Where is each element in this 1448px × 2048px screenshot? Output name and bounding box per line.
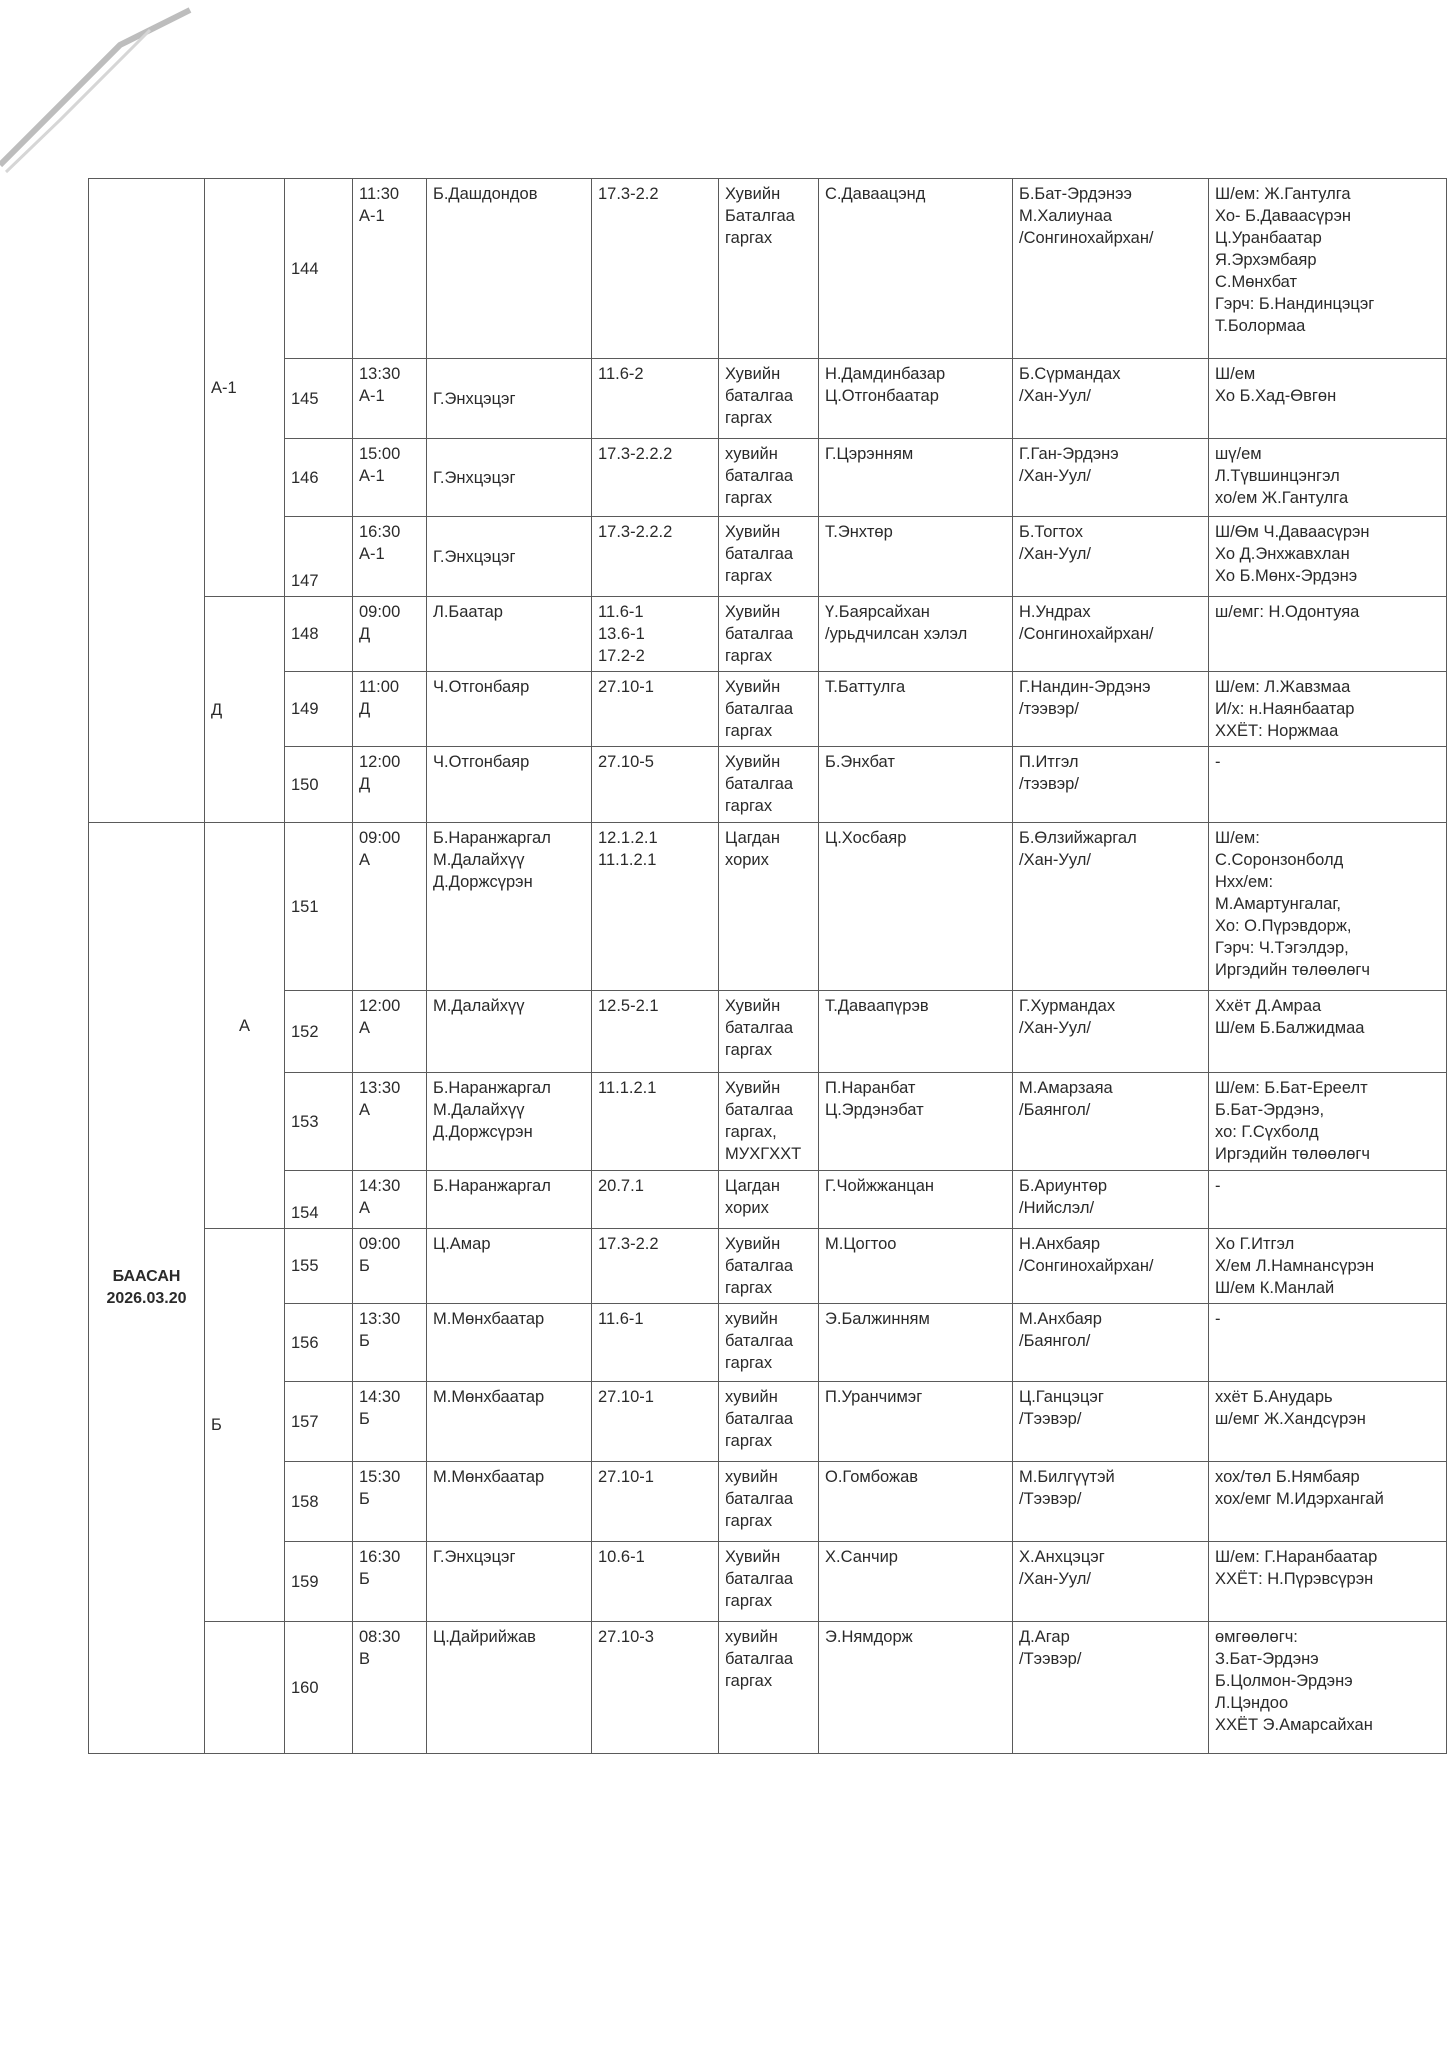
hearing-type: хувийн баталгаа гаргах (719, 1304, 819, 1382)
prosecutor-name: Т.Энхтөр (819, 517, 1013, 597)
participants: шү/ем Л.Түвшинцэнгэл хо/ем Ж.Гантулга (1209, 439, 1447, 517)
table-row (89, 439, 1447, 517)
participants: ххёт Б.Анударь ш/емг Ж.Хандсүрэн (1209, 1382, 1447, 1462)
row-number: 151 (285, 823, 353, 991)
article-number: 11.6-1 (592, 1304, 719, 1382)
article-number: 27.10-3 (592, 1622, 719, 1754)
table-row (89, 1073, 1447, 1171)
court-district: П.Итгэл /тээвэр/ (1013, 747, 1209, 823)
group-v (205, 1622, 285, 1754)
participants: - (1209, 1171, 1447, 1229)
hearing-time: 14:30 А (353, 1171, 427, 1229)
judge-name: М.Мөнхбаатар (427, 1382, 592, 1462)
judge-name: Б.Наранжаргал (427, 1171, 592, 1229)
prosecutor-name: Э.Балжинням (819, 1304, 1013, 1382)
row-number: 152 (285, 991, 353, 1073)
group-d: Д (205, 597, 285, 823)
row-number: 155 (285, 1229, 353, 1304)
row-number: 144 (285, 179, 353, 359)
table-row (89, 1229, 1447, 1304)
prosecutor-name: С.Даваацэнд (819, 179, 1013, 359)
table-row (89, 359, 1447, 439)
participants: Ш/ем: Ж.Гантулга Хо- Б.Даваасүрэн Ц.Уранбаатар Я.Эрхэмбаяр С.Мөнхбат Гэрч: Б.Нандинцэцэг Т.Болормаа (1209, 179, 1447, 359)
hearing-time: 13:30 А-1 (353, 359, 427, 439)
court-district: Ц.Ганцэцэг /Тээвэр/ (1013, 1382, 1209, 1462)
prosecutor-name: Г.Цэрэнням (819, 439, 1013, 517)
court-district: Б.Бат-Эрдэнээ М.Халиунаа /Сонгинохайрхан/ (1013, 179, 1209, 359)
court-district: Н.Анхбаяр /Сонгинохайрхан/ (1013, 1229, 1209, 1304)
hearing-time: 09:00 Б (353, 1229, 427, 1304)
hearing-type: Хувийн баталгаа гаргах (719, 991, 819, 1073)
scan-edge-mark (0, 0, 220, 200)
table-row (89, 672, 1447, 747)
hearing-time: 15:00 А-1 (353, 439, 427, 517)
hearing-time: 08:30 В (353, 1622, 427, 1754)
judge-name: Г.Энхцэцэг (427, 439, 592, 517)
table-row (89, 1382, 1447, 1462)
article-number: 20.7.1 (592, 1171, 719, 1229)
article-number: 11.1.2.1 (592, 1073, 719, 1171)
hearing-time: 16:30 Б (353, 1542, 427, 1622)
article-number: 17.3-2.2 (592, 179, 719, 359)
row-number: 156 (285, 1304, 353, 1382)
row-number: 146 (285, 439, 353, 517)
court-district: Г.Нандин-Эрдэнэ /тээвэр/ (1013, 672, 1209, 747)
judge-name: Б.Наранжаргал М.Далайхүү Д.Доржсүрэн (427, 1073, 592, 1171)
hearing-time: 14:30 Б (353, 1382, 427, 1462)
court-district: Г.Хурмандах /Хан-Уул/ (1013, 991, 1209, 1073)
participants: Хо Г.Итгэл Х/ем Л.Намнансүрэн Ш/ем К.Манлай (1209, 1229, 1447, 1304)
judge-name: Г.Энхцэцэг (427, 517, 592, 597)
prosecutor-name: Т.Баттулга (819, 672, 1013, 747)
prosecutor-name: П.Уранчимэг (819, 1382, 1013, 1462)
judge-name: Ц.Дайрийжав (427, 1622, 592, 1754)
participants: - (1209, 1304, 1447, 1382)
hearing-type: Хувийн баталгаа гаргах (719, 672, 819, 747)
hearing-time: 11:30 А-1 (353, 179, 427, 359)
table-row (89, 991, 1447, 1073)
judge-name: Ц.Амар (427, 1229, 592, 1304)
judge-name: М.Мөнхбаатар (427, 1462, 592, 1542)
judge-name: Г.Энхцэцэг (427, 359, 592, 439)
prosecutor-name: Ц.Хосбаяр (819, 823, 1013, 991)
participants: Ш/ем: Г.Наранбаатар ХХЁТ: Н.Пүрэвсүрэн (1209, 1542, 1447, 1622)
article-number: 11.6-1 13.6-1 17.2-2 (592, 597, 719, 672)
table-row (89, 823, 1447, 991)
table-row (89, 1622, 1447, 1754)
hearing-type: Хувийн баталгаа гаргах (719, 747, 819, 823)
participants: Ш/Өм Ч.Даваасүрэн Хо Д.Энхжавхлан Хо Б.Мөнх-Эрдэнэ (1209, 517, 1447, 597)
hearing-type: хувийн баталгаа гаргах (719, 1462, 819, 1542)
participants: Ш/ем Хо Б.Хад-Өвгөн (1209, 359, 1447, 439)
prosecutor-name: М.Цогтоо (819, 1229, 1013, 1304)
judge-name: М.Далайхүү (427, 991, 592, 1073)
row-number: 147 (285, 517, 353, 597)
row-number: 148 (285, 597, 353, 672)
prosecutor-name: Б.Энхбат (819, 747, 1013, 823)
hearing-type: Хувийн баталгаа гаргах (719, 359, 819, 439)
row-number: 153 (285, 1073, 353, 1171)
table-row (89, 747, 1447, 823)
row-number: 160 (285, 1622, 353, 1754)
article-number: 17.3-2.2 (592, 1229, 719, 1304)
hearing-time: 15:30 Б (353, 1462, 427, 1542)
court-district: Г.Ган-Эрдэнэ /Хан-Уул/ (1013, 439, 1209, 517)
article-number: 27.10-1 (592, 1382, 719, 1462)
participants: Ш/ем: Л.Жавзмаа И/х: н.Наянбаатар ХХЁТ: Норжмаа (1209, 672, 1447, 747)
day-cell-previous (89, 179, 205, 823)
row-number: 157 (285, 1382, 353, 1462)
article-number: 10.6-1 (592, 1542, 719, 1622)
article-number: 17.3-2.2.2 (592, 439, 719, 517)
article-number: 12.1.2.1 11.1.2.1 (592, 823, 719, 991)
prosecutor-name: Ү.Баярсайхан /урьдчилсан хэлэл (819, 597, 1013, 672)
table-row (89, 1171, 1447, 1229)
table-row (89, 1304, 1447, 1382)
row-number: 150 (285, 747, 353, 823)
judge-name: М.Мөнхбаатар (427, 1304, 592, 1382)
hearing-type: хувийн баталгаа гаргах (719, 1382, 819, 1462)
article-number: 11.6-2 (592, 359, 719, 439)
group-a: А (205, 823, 285, 1229)
row-number: 154 (285, 1171, 353, 1229)
judge-name: Б.Наранжаргал М.Далайхүү Д.Доржсүрэн (427, 823, 592, 991)
court-district: М.Амарзаяа /Баянгол/ (1013, 1073, 1209, 1171)
row-number: 158 (285, 1462, 353, 1542)
day-cell (89, 823, 205, 1754)
table-row (89, 1542, 1447, 1622)
hearing-time: 09:00 Д (353, 597, 427, 672)
table-row (89, 179, 1447, 359)
judge-name: Ч.Отгонбаяр (427, 672, 592, 747)
hearing-type: хувийн баталгаа гаргах (719, 1622, 819, 1754)
judge-name: Г.Энхцэцэг (427, 1542, 592, 1622)
judge-name: Б.Дашдондов (427, 179, 592, 359)
article-number: 17.3-2.2.2 (592, 517, 719, 597)
court-district: Х.Анхцэцэг /Хан-Уул/ (1013, 1542, 1209, 1622)
hearing-time: 12:00 Д (353, 747, 427, 823)
hearing-time: 09:00 А (353, 823, 427, 991)
court-district: Б.Ариунтөр /Нийслэл/ (1013, 1171, 1209, 1229)
hearing-type: Хувийн баталгаа гаргах (719, 597, 819, 672)
group-b: Б (205, 1229, 285, 1622)
court-schedule-table (88, 178, 1447, 1754)
prosecutor-name: Т.Даваапүрэв (819, 991, 1013, 1073)
article-number: 27.10-5 (592, 747, 719, 823)
judge-name: Ч.Отгонбаяр (427, 747, 592, 823)
row-number: 159 (285, 1542, 353, 1622)
article-number: 27.10-1 (592, 1462, 719, 1542)
row-number: 145 (285, 359, 353, 439)
court-district: М.Анхбаяр /Баянгол/ (1013, 1304, 1209, 1382)
schedule-rows (89, 179, 1447, 1754)
row-number: 149 (285, 672, 353, 747)
hearing-type: Цагдан хорих (719, 1171, 819, 1229)
hearing-type: Хувийн баталгаа гаргах (719, 1229, 819, 1304)
day-date: 2026.03.20 (106, 1290, 187, 1307)
participants: өмгөөлөгч: З.Бат-Эрдэнэ Б.Цолмон-Эрдэнэ Л.Цэндоо ХХЁТ Э.Амарсайхан (1209, 1622, 1447, 1754)
hearing-type: Цагдан хорих (719, 823, 819, 991)
table-row (89, 597, 1447, 672)
hearing-time: 16:30 А-1 (353, 517, 427, 597)
hearing-type: хувийн баталгаа гаргах (719, 439, 819, 517)
table-row (89, 517, 1447, 597)
court-district: Б.Өлзийжаргал /Хан-Уул/ (1013, 823, 1209, 991)
hearing-time: 13:30 Б (353, 1304, 427, 1382)
hearing-type: Хувийн баталгаа гаргах, МУХГХХТ (719, 1073, 819, 1171)
day-name: БААСАН (112, 1268, 181, 1285)
hearing-time: 12:00 А (353, 991, 427, 1073)
prosecutor-name: Н.Дамдинбазар Ц.Отгонбаатар (819, 359, 1013, 439)
prosecutor-name: Э.Нямдорж (819, 1622, 1013, 1754)
participants: Ш/ем: С.Соронзонболд Нхх/ем: М.Амартунгалаг, Хо: О.Пүрэвдорж, Гэрч: Ч.Тэгэлдэр, Иргэдийн төлөөлөгч (1209, 823, 1447, 991)
article-number: 12.5-2.1 (592, 991, 719, 1073)
court-district: Б.Сүрмандах /Хан-Уул/ (1013, 359, 1209, 439)
hearing-type: Хувийн баталгаа гаргах (719, 1542, 819, 1622)
judge-name: Л.Баатар (427, 597, 592, 672)
prosecutor-name: Х.Санчир (819, 1542, 1013, 1622)
prosecutor-name: О.Гомбожав (819, 1462, 1013, 1542)
hearing-time: 11:00 Д (353, 672, 427, 747)
hearing-time: 13:30 А (353, 1073, 427, 1171)
court-district: Д.Агар /Тээвэр/ (1013, 1622, 1209, 1754)
participants: хох/төл Б.Нямбаяр хох/емг М.Идэрхангай (1209, 1462, 1447, 1542)
hearing-type: Хувийн Баталгаа гаргах (719, 179, 819, 359)
court-district: М.Билгүүтэй /Тээвэр/ (1013, 1462, 1209, 1542)
court-district: Б.Тогтох /Хан-Уул/ (1013, 517, 1209, 597)
table-row (89, 1462, 1447, 1542)
participants: Ш/ем: Б.Бат-Ереелт Б.Бат-Эрдэнэ, хо: Г.Сүхболд Иргэдийн төлөөлөгч (1209, 1073, 1447, 1171)
participants: Ххёт Д.Амраа Ш/ем Б.Балжидмаа (1209, 991, 1447, 1073)
prosecutor-name: Г.Чойжжанцан (819, 1171, 1013, 1229)
article-number: 27.10-1 (592, 672, 719, 747)
court-district: Н.Ундрах /Сонгинохайрхан/ (1013, 597, 1209, 672)
participants: - (1209, 747, 1447, 823)
prosecutor-name: П.Наранбат Ц.Эрдэнэбат (819, 1073, 1013, 1171)
hearing-type: Хувийн баталгаа гаргах (719, 517, 819, 597)
participants: ш/емг: Н.Одонтуяа (1209, 597, 1447, 672)
group-a1: А-1 (205, 179, 285, 597)
